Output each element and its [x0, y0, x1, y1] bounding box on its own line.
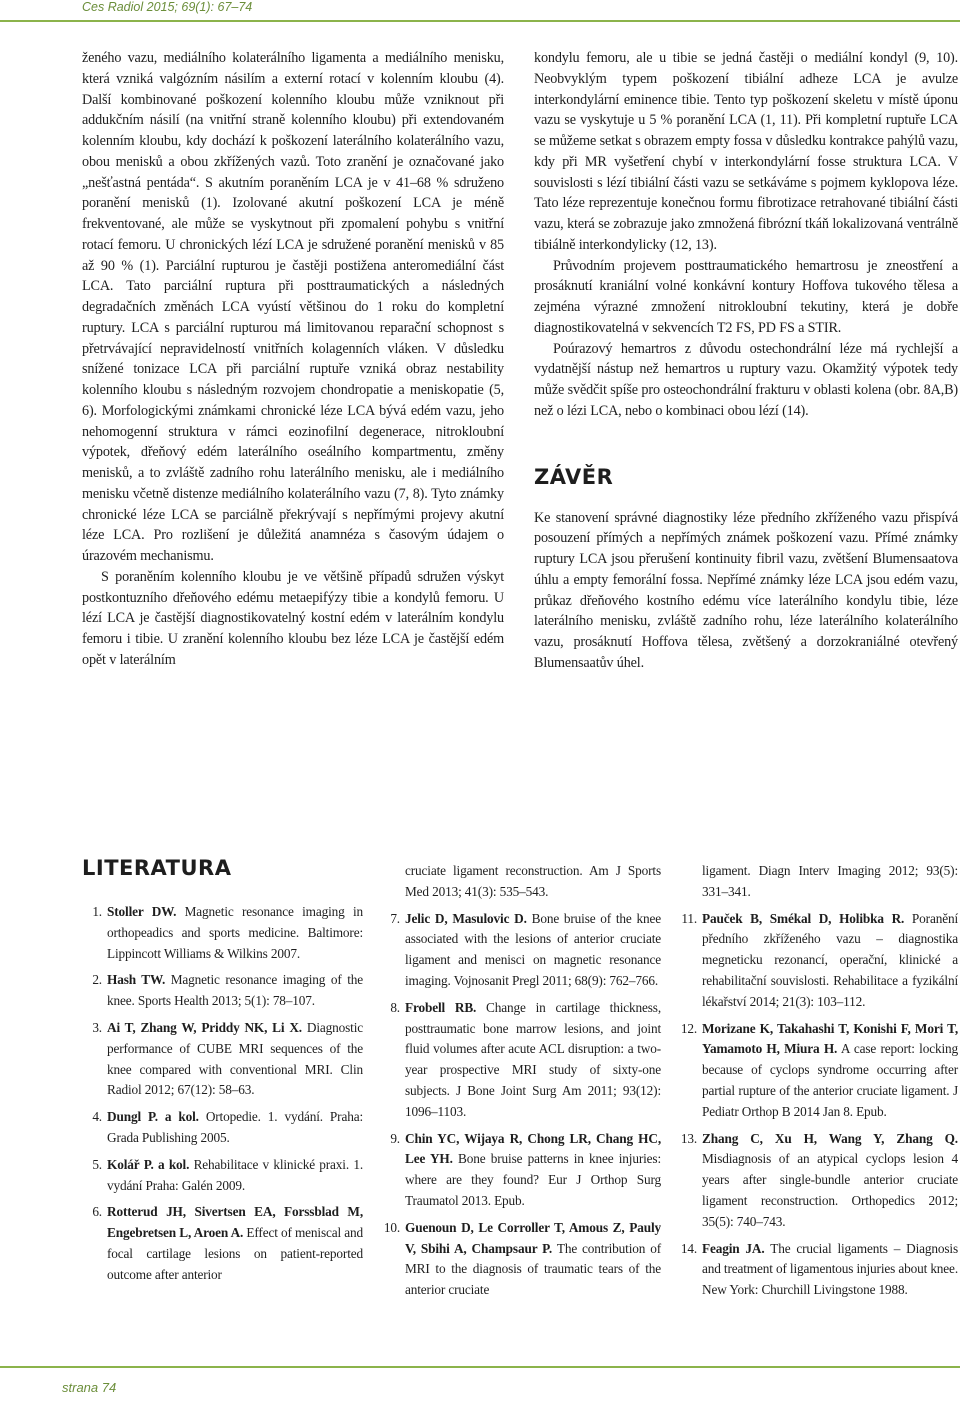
reference-citation: Bone bruise of the knee associated with the lesions of anterior cruciate ligament and menisci on magnetic resonance imaging. Vojnosanit Pregl 2011; 68(9): 762–766.	[405, 910, 661, 988]
running-head: Ces Radiol 2015; 69(1): 67–74	[82, 0, 253, 14]
reference-number: 2.	[92, 972, 102, 988]
reference-number: 5.	[92, 1156, 102, 1172]
reference-citation: Magnetic resonance imaging in orthopeadics and sports medicine. Baltimore: Lippincott Williams & Wilkins 2007.	[107, 904, 363, 961]
reference-text	[107, 1018, 363, 1101]
footer-rule	[0, 1366, 960, 1368]
reference-text	[107, 1202, 363, 1285]
reference-citation: Rehabilitace v klinické praxi. 1. vydání Praha: Galén 2009.	[107, 1156, 363, 1193]
reference-text	[107, 970, 363, 1012]
reference-text	[702, 1129, 958, 1233]
reference-item	[82, 1018, 363, 1101]
reference-authors: Stoller DW.	[107, 904, 177, 919]
reference-citation: The crucial ligaments – Diagnosis and treatment of ligamentous injuries about knee. New York: Churchill Livingstone 1988.	[702, 1240, 958, 1298]
paragraph: S poraněním kolenního kloubu je ve většině případů sdružen výskyt postkontuzního dřeňového edému metaepifýzy tibie a kondylů femoru. U lézí LCA je častější diagnostikovatelný kostní edém v laterálním kondylu femoru i tibie. U zranění kolenního kloubu bez léze LCA je častější edém opět v laterálním	[82, 568, 504, 668]
reference-item	[380, 998, 661, 1123]
reference-text	[405, 909, 661, 992]
reference-item	[82, 1202, 363, 1285]
reference-authors: Dungl P. a kol.	[107, 1109, 199, 1125]
reference-citation: Diagnostic performance of CUBE MRI sequences of the knee compared with conventional MRI. Clin Radiol 2012; 67(12): 58–63.	[107, 1019, 363, 1098]
reference-number: 6.	[92, 1204, 102, 1220]
reference-authors: Morizane K, Takahashi T, Konishi F, Mori T, Yamamoto H, Miura H.	[702, 1020, 958, 1057]
reference-number: 3.	[92, 1019, 102, 1035]
conclusion-heading: ZÁVĚR	[534, 464, 614, 489]
reference-authors: Guenoun D, Le Corroller T, Amous Z, Pauly V, Sbihi A, Champsaur P.	[405, 1219, 661, 1256]
reference-number: 10.	[383, 1219, 400, 1235]
reference-authors: Hash TW.	[107, 972, 166, 988]
reference-citation: Effect of meniscal and focal cartilage lesions on patient-reported outcome after anterior	[107, 1225, 363, 1282]
paragraph: Průvodním projevem posttraumatického hemartrosu je zneostření a prosáknutí kraniální volné konkávní kontury Hoffova tukového tělesa a zejména výrazné zmnožení nitrokloubní tekutiny, která je dobře diagnostikovatelná v sekvencích T2 FS, PD FS a STIR.	[534, 257, 958, 336]
reference-number: 7.	[390, 910, 400, 926]
reference-authors: Kolář P. a kol.	[107, 1156, 190, 1172]
reference-item	[677, 909, 958, 1013]
reference-authors: Feagin JA.	[702, 1240, 765, 1256]
reference-text	[107, 1155, 363, 1197]
reference-text	[702, 909, 958, 1013]
reference-item	[82, 970, 363, 1012]
reference-item	[82, 1155, 363, 1197]
reference-item	[677, 1019, 958, 1123]
references-column-3	[677, 861, 958, 1307]
reference-text	[107, 902, 363, 964]
reference-citation: Magnetic resonance imaging of the knee. Sports Health 2013; 5(1): 78–107.	[107, 972, 364, 1009]
reference-text	[405, 998, 661, 1123]
reference-item	[380, 909, 661, 992]
reference-authors: Ai T, Zhang W, Priddy NK, Li X.	[107, 1019, 302, 1035]
reference-number: 12.	[680, 1020, 697, 1036]
literature-heading: LITERATURA	[82, 856, 232, 880]
reference-text	[405, 1218, 661, 1301]
reference-number: 1.	[92, 904, 102, 919]
conclusion-paragraph: Ke stanovení správné diagnostiky léze předního zkříženého vazu přispívá posouzení přímých a nepřímých známek poškození vazu. Přímé známky ruptury LCA jsou přerušení kontinuity fibril vazu, zvětšení Blumensaatova úhlu a empty femorální fossa. Nepřímé známky léze LCA jsou edém vazu, průkaz dřeňového kostního edému více laterálního kondylu tibie, léze laterálního menisku, zvláště zadního rohu, léze laterálního kolaterálního vazu, prosáknutí Hoffova tělesa, zvětšený a dorzokraniálné otevřený Blumensaatův úhel.	[534, 509, 958, 671]
reference-number: 4.	[92, 1109, 102, 1125]
reference-citation: Bone bruise patterns in knee injuries: where are they found? Eur J Orthop Surg Traumatol 2013. Epub.	[405, 1151, 661, 1208]
reference-number: 11.	[681, 910, 697, 926]
reference-number: 9.	[390, 1130, 400, 1146]
reference-text	[405, 1129, 661, 1212]
references-column-1	[82, 902, 363, 1292]
body-column-left	[82, 48, 504, 671]
reference-authors: Pauček B, Smékal D, Holibka R.	[702, 910, 905, 926]
reference-continuation: ligament. Diagn Interv Imaging 2012; 93(5): 331–341.	[702, 863, 958, 899]
reference-citation: Misdiagnosis of an atypical cyclops lesion 4 years after single-bundle anterior cruciate ligament reconstruction. Orthopedics 2012; 35(5): 740–743.	[702, 1151, 958, 1229]
reference-number: 8.	[390, 999, 400, 1015]
body-column-right	[534, 48, 958, 674]
reference-citation: The contribution of MRI to the diagnosis of traumatic tears of the anterior cruciate	[405, 1240, 661, 1298]
reference-item	[380, 1129, 661, 1212]
reference-authors: Jelic D, Masulovic D.	[405, 910, 527, 926]
reference-authors: Rotterud JH, Sivertsen EA, Forssblad M, Engebretsen L, Aroen A.	[107, 1204, 363, 1241]
reference-citation: Poranění předního zkříženého vazu – diagnostika megneticku rezonancí, operační, klinické a rehabilitační souvislosti. Rehabilitace a fyzikální lékařství 2014; 21(3): 103–112.	[702, 910, 958, 1009]
paragraph: ženého vazu, mediálního kolaterálního ligamenta a mediálního menisku, která vzniká valgózním násilím a externí rotací v kolenním kloubu (4). Další kombinované poškození kolenního kloubu může vzniknout při addukčním násilí (na vnitřní straně kolenního kloubu) při extendovaném kolenním kloubu, kdy dochází k poškození laterálního kolaterálního vazu, obou menisků a obou zkřížených vazů. Toto zranění je označované jako „nešťastná pentáda“. S akutním poraněním LCA je v 41–68 % sdruženo poranění menisků (1). Izolované akutní poškození LCA je méně frekventované, ale může se vyskytnout při zpomalení pohybu s vnitřní rotací femoru. U chronických lézí LCA je sdružené poranění menisků v 85 až 90 % (1). Parciální rupturou je častěji postižena anteromediální část LCA. Tato parciální ruptura při posttraumatických a následných degradačních změnách LCA vyústí většinou do 1 roku do kompletní ruptury. LCA s parciální rupturou má limitovanou reparační schopnost s přetrvávající nepravidelností vnitřních kolagenních vláken. V důsledku snížené tonizace LCA při parciální ruptuře vzniká obraz nestability kolenního kloubu s následným rozvojem chondropatie a meniskopatie (5, 6). Morfologickými známkami chronické léze LCA bývá edém vazu, jeho nehomogenní struktura v rámci eozinofilní degenerace, nitrokloubní výpotek, dřeňový edém laterálního oseálního kompartmentu, změny menisků, a to zvláště zadního rohu laterálního menisku, ale i mediálního menisku včetně distenze mediálního kolaterálního vazu (7, 8). Tyto známky chronické léze LCA se parciálně překrývají s nepřímými projevy akutní léze LCA. Pro rozlišení je důležitá anamnéza s časovým údajem o úrazovém mechanismu.	[82, 50, 504, 564]
reference-authors: Chin YC, Wijaya R, Chong LR, Chang HC, Lee YH.	[405, 1130, 661, 1167]
reference-number: 14.	[680, 1240, 697, 1256]
reference-authors: Frobell RB.	[405, 999, 477, 1015]
paragraph: kondylu femoru, ale u tibie se jedná častěji o mediální kondyl (9, 10). Neobvyklým typem poškození tibiální adheze LCA je avulze interkondylární eminence tibie. Tento typ poškození skeletu v místě úponu vazu se vyskytuje u 5 % poranění LCA (1, 11). Při kompletní ruptuře LCA se můžeme setkat s obrazem empty fossa v důsledku kontrakce pahýlů vazu, kdy při MR vyšetření chybí v interkondylární fosse struktura LCA. V souvislosti s lézí tibiální části vazu se setkáváme s pojmem kyklopova léze. Tato léze reprezentuje konečnou formu fibrotizace retrahované tibiální části vazu, která se zobrazuje jako zmnožená fibrózní tkáň lokalizovaná ventrálně tibiálně interkondylicky (12, 13).	[534, 50, 958, 253]
reference-text	[702, 1239, 958, 1301]
references-column-2	[380, 861, 661, 1307]
reference-item	[677, 1239, 958, 1301]
reference-item	[677, 1129, 958, 1233]
reference-citation: Change in cartilage thickness, posttraumatic bone marrow lesions, and joint fluid volumes after acute ACL disruption: a two-year prospective MRI study of sixty-one subjects. J Bone Joint Surg Am 2011; 93(12): 1096–1103.	[405, 999, 661, 1119]
reference-item	[82, 1107, 363, 1149]
reference-citation: Ortopedie. 1. vydání. Praha: Grada Publishing 2005.	[107, 1109, 363, 1145]
reference-authors: Zhang C, Xu H, Wang Y, Zhang Q.	[702, 1130, 958, 1146]
reference-continuation: cruciate ligament reconstruction. Am J Sports Med 2013; 41(3): 535–543.	[405, 863, 661, 899]
reference-text	[107, 1107, 363, 1149]
reference-text	[702, 1019, 958, 1123]
reference-citation: A case report: locking because of cyclops syndrome occurring after partial rupture of the anterior cruciate ligament. J Pediatr Orthop B 2014 Jan 8. Epub.	[702, 1041, 958, 1119]
reference-item	[82, 902, 363, 964]
page-number: strana 74	[62, 1380, 117, 1395]
paragraph: Poúrazový hemartros z důvodu ostechondrální léze má rychlejší a vydatnější nástup než hemartros u ruptury vazu. Okamžitý výpotek tedy může svědčit spíše pro osteochondrální frakturu v oblasti kolena (obr. 8A,B) než o lézi LCA, nebo o kombinaci obou lézí (14).	[534, 340, 958, 419]
header-rule	[0, 20, 960, 22]
reference-item	[380, 1218, 661, 1301]
reference-number: 13.	[680, 1130, 697, 1146]
